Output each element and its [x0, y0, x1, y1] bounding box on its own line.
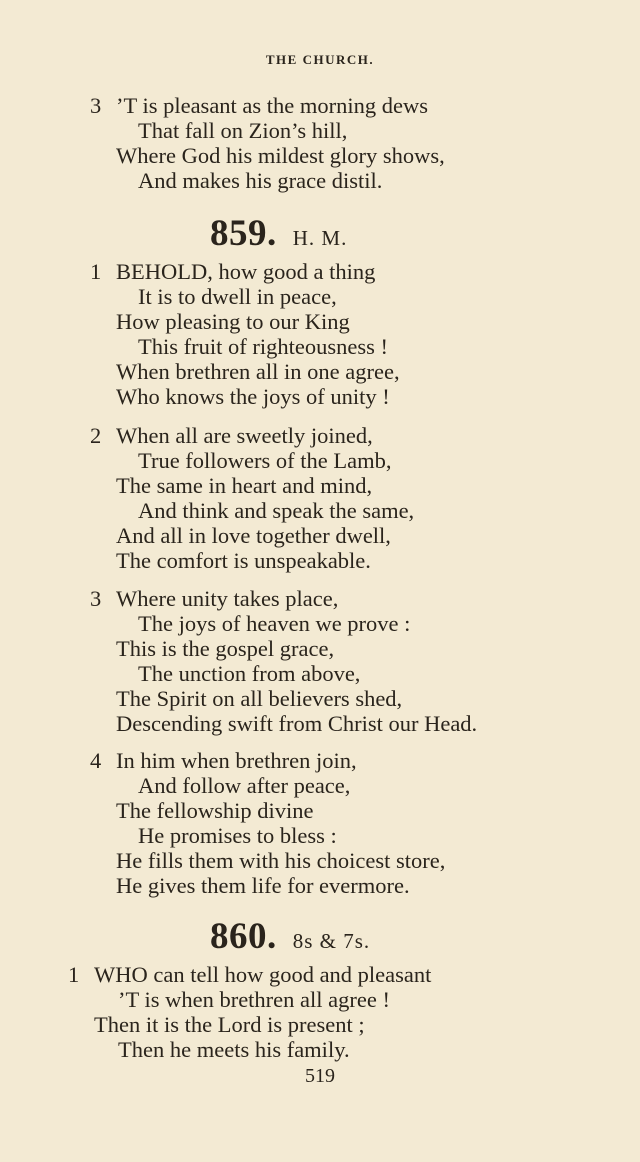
page-number: 519	[305, 1065, 335, 1087]
stanza-number: 1	[68, 962, 80, 987]
verse-line: Then it is the Lord is present ;	[94, 1012, 365, 1037]
stanza-number: 2	[90, 423, 102, 448]
verse-line: The Spirit on all believers shed,	[116, 686, 403, 711]
verse-line: BEHOLD, how good a thing	[116, 259, 376, 284]
hymn-heading	[210, 915, 370, 958]
verse-line: The unction from above,	[138, 661, 361, 686]
verse-line: When brethren all in one agree,	[116, 359, 400, 384]
verse-line: The fellowship divine	[116, 798, 314, 823]
verse-line: That fall on Zion’s hill,	[138, 118, 348, 143]
verse-line: And follow after peace,	[138, 773, 351, 798]
hymn-heading	[210, 212, 347, 255]
hymn-number: 860.	[210, 916, 277, 957]
verse-line: ’T is pleasant as the morning dews	[116, 93, 429, 118]
stanza-number: 3	[90, 586, 102, 611]
stanza-number: 3	[90, 93, 102, 118]
verse-line: He gives them life for evermore.	[116, 873, 410, 898]
verse-line: It is to dwell in peace,	[138, 284, 337, 309]
verse-line: The same in heart and mind,	[116, 473, 373, 498]
stanza-number: 4	[90, 748, 102, 773]
verse-line: He promises to bless :	[138, 823, 337, 848]
verse-line: Where unity takes place,	[116, 586, 339, 611]
verse-line: This is the gospel grace,	[116, 636, 335, 661]
verse-line: Where God his mildest glory shows,	[116, 143, 445, 168]
verse-line: Descending swift from Christ our Head.	[116, 711, 478, 736]
verse-line: And think and speak the same,	[138, 498, 415, 523]
verse-line: And all in love together dwell,	[116, 523, 391, 548]
verse-line: Who knows the joys of unity !	[116, 384, 390, 409]
running-head: THE CHURCH.	[265, 52, 375, 67]
stanza-number: 1	[90, 259, 102, 284]
verse-line: The joys of heaven we prove :	[138, 611, 411, 636]
verse-line: WHO can tell how good and pleasant	[94, 962, 432, 987]
verse-line: He fills them with his choicest store,	[116, 848, 446, 873]
verse-line: And makes his grace distil.	[138, 168, 383, 193]
verse-line: In him when brethren join,	[116, 748, 357, 773]
hymn-number: 859.	[210, 213, 277, 254]
verse-line: How pleasing to our King	[116, 309, 350, 334]
hymn-meter: 8s & 7s.	[292, 929, 371, 953]
verse-line: When all are sweetly joined,	[116, 423, 373, 448]
verse-line: The comfort is unspeakable.	[116, 548, 371, 573]
verse-line: Then he meets his family.	[118, 1037, 350, 1062]
hymn-meter: H. M.	[292, 226, 348, 250]
verse-line: True followers of the Lamb,	[138, 448, 392, 473]
verse-line: This fruit of righteousness !	[138, 334, 388, 359]
verse-line: ’T is when brethren all agree !	[118, 987, 390, 1012]
